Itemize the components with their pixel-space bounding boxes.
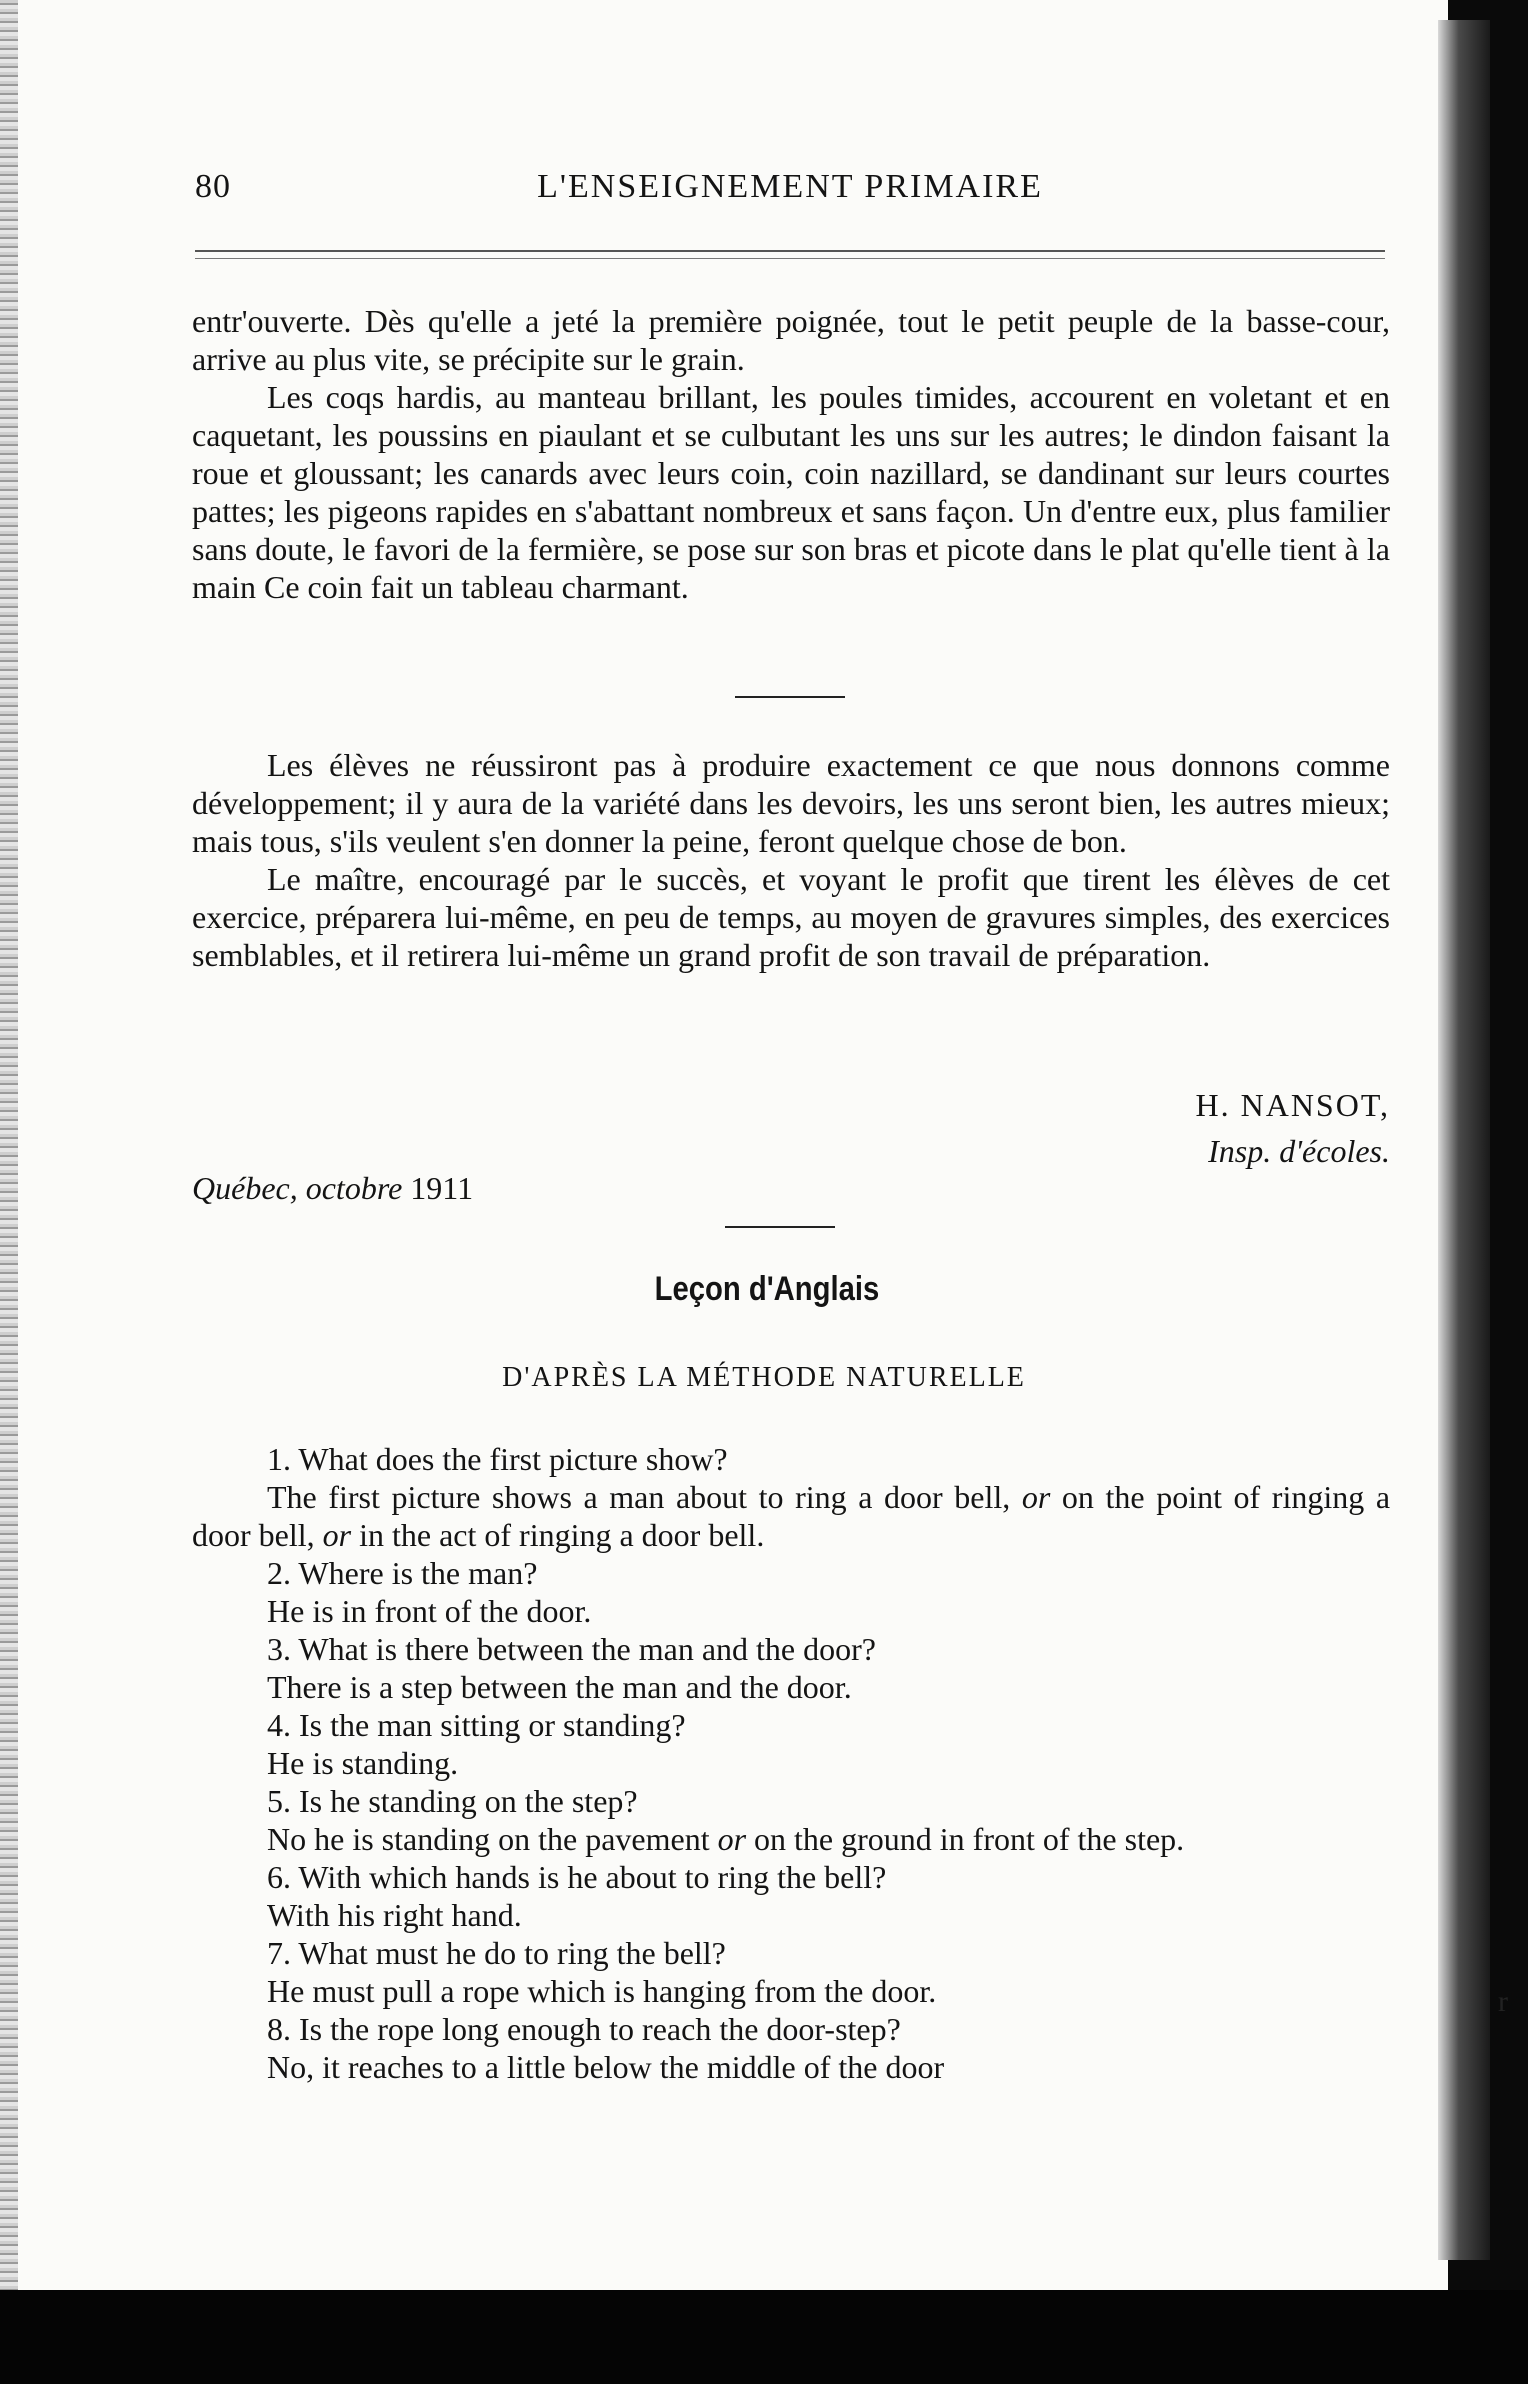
signature-block: [1195, 1082, 1390, 1174]
scan-bottom-border: [0, 2290, 1528, 2384]
question: 3. What is there between the man and the door?: [267, 1631, 876, 1667]
paragraph: Les coqs hardis, au manteau brillant, les poules timides, accourent en voletant et en caquetant, les poussins en piaulant et se culbutant les uns sur les autres; le dindon faisant la roue et gloussant; les canards avec leurs coin, coin nazillard, se dandinant sur leurs courtes pattes; les pigeons rapides en s'abattant nombreux et sans façon. Un d'entre eux, plus familier sans doute, le favori de la fermière, se pose sur son bras et picote dans le plat qu'elle tient à la main Ce coin fait un tableau charmant.: [192, 379, 1390, 605]
lesson-title: Leçon d'Anglais: [654, 1270, 880, 1308]
paragraph: Les élèves ne réussiront pas à produire exactement ce que nous donnons comme développement; il y aura de la variété dans les devoirs, les uns seront bien, les autres mieux; mais tous, s'ils veulent s'en donner la peine, feront quelque chose de bon.: [192, 747, 1390, 859]
question: 6. With which hands is he about to ring the bell?: [267, 1859, 887, 1895]
margin-letter: r: [1498, 1985, 1508, 2018]
paragraph: Le maître, encouragé par le succès, et voyant le profit que tirent les élèves de cet exercice, préparera lui-même, en peu de temps, au moyen de gravures simples, des exercices semblables, et il retirera lui-même un grand profit de son travail de préparation.: [192, 861, 1390, 973]
section-divider: [725, 1226, 835, 1228]
question: 7. What must he do to ring the bell?: [267, 1935, 726, 1971]
answer: No, it reaches to a little below the middle of the door: [267, 2049, 945, 2085]
scan-binding-edge: [0, 0, 18, 2290]
answer: He must pull a rope which is hanging from the door.: [267, 1973, 937, 2009]
answer: With his right hand.: [267, 1897, 522, 1933]
question: 4. Is the man sitting or standing?: [267, 1707, 686, 1743]
page-header: [195, 168, 1385, 212]
teacher-notes: [192, 746, 1390, 974]
question-answer-list: [192, 1440, 1390, 2086]
answer: He is in front of the door.: [267, 1593, 592, 1629]
page-number: 80: [195, 168, 231, 205]
year: 1911: [410, 1170, 474, 1206]
author-title: Insp. d'écoles.: [1208, 1133, 1390, 1169]
question: 2. Where is the man?: [267, 1555, 538, 1591]
date-line: [192, 1170, 473, 1207]
place-date: Québec, octobre: [192, 1170, 403, 1206]
page-fold-shadow: [1438, 20, 1490, 2260]
author-name: H. NANSOT,: [1195, 1087, 1390, 1123]
answer: There is a step between the man and the door.: [267, 1669, 852, 1705]
question: 5. Is he standing on the step?: [267, 1783, 638, 1819]
header-rule: [195, 250, 1385, 259]
lesson-subtitle: D'APRÈS LA MÉTHODE NATURELLE: [502, 1362, 1026, 1393]
farmyard-description: [192, 302, 1390, 606]
question: 8. Is the rope long enough to reach the door-step?: [267, 2011, 901, 2047]
paragraph: entr'ouverte. Dès qu'elle a jeté la première poignée, tout le petit peuple de la basse-cour, arrive au plus vite, se précipite sur le grain.: [192, 303, 1390, 377]
answer: No he is standing on the pavement or on the ground in front of the step.: [267, 1821, 1185, 1857]
section-divider: [735, 696, 845, 698]
answer: The first picture shows a man about to ring a door bell, or on the point of ringing a door bell, or in the act of ringing a door bell.: [192, 1479, 1391, 1553]
running-title: L'ENSEIGNEMENT PRIMAIRE: [537, 168, 1043, 205]
question: 1. What does the first picture show?: [267, 1441, 728, 1477]
answer: He is standing.: [267, 1745, 459, 1781]
